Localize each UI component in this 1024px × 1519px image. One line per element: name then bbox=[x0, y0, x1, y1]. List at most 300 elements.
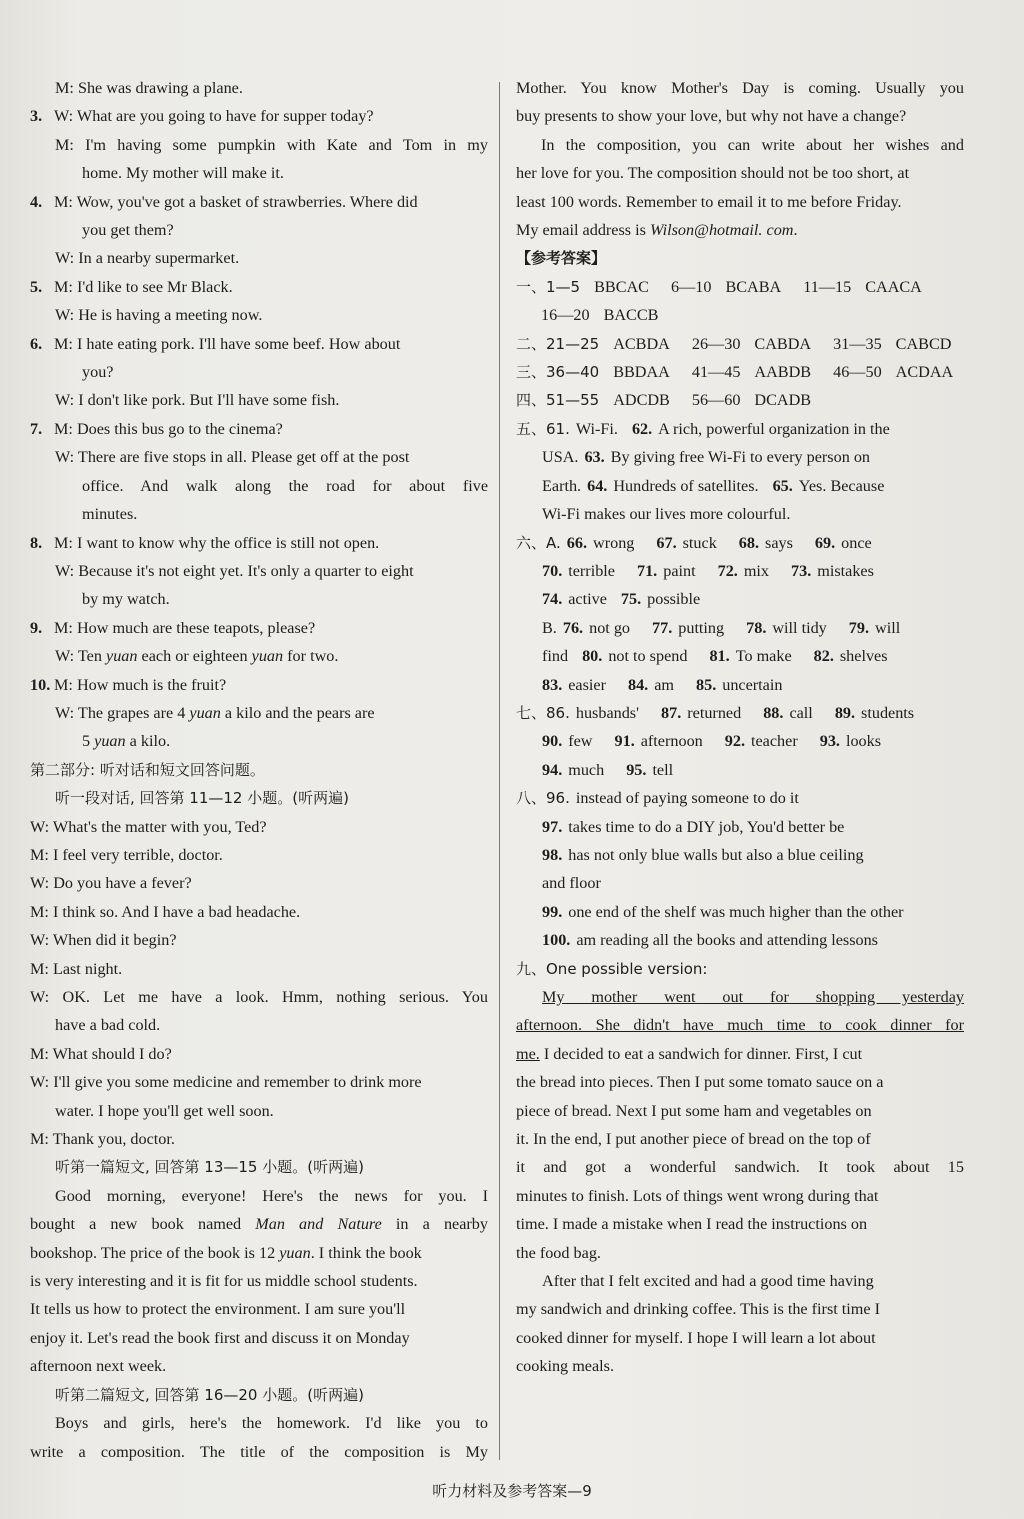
line-text: least 100 words. Remember to email it to me before Friday. bbox=[516, 192, 902, 211]
essay-line bbox=[516, 1097, 964, 1125]
line-text: W: I don't like pork. But I'll have some fish. bbox=[55, 391, 340, 410]
answer-row bbox=[516, 898, 964, 926]
line-text: home. My mother will make it. bbox=[82, 164, 284, 183]
text-line bbox=[30, 1267, 488, 1295]
text-line bbox=[516, 188, 964, 216]
line-text: her love for you. The composition should not be too short, at bbox=[516, 164, 910, 183]
line-text: M: Wow, you've got a basket of strawberries. Where did bbox=[54, 192, 418, 211]
answer-number: 70. bbox=[542, 561, 563, 580]
answer-range: 31—35 bbox=[833, 334, 882, 353]
answer-key-heading bbox=[516, 244, 964, 272]
text-line bbox=[30, 869, 488, 897]
item-number: 6. bbox=[30, 334, 43, 353]
answer-number: 84. bbox=[627, 675, 649, 694]
answer-value: few bbox=[568, 732, 593, 751]
answer-row bbox=[516, 869, 964, 897]
line-text: each or eighteen bbox=[137, 647, 252, 666]
answer-value: terrible bbox=[568, 561, 615, 580]
line-text: W: In a nearby supermarket. bbox=[55, 249, 240, 268]
answer-value: mix bbox=[743, 561, 770, 580]
right-column bbox=[516, 74, 964, 1381]
line-text: buy presents to show your love, but why not have a change? bbox=[516, 107, 907, 126]
answer-value: stuck bbox=[682, 533, 717, 552]
section-instruction bbox=[30, 1381, 488, 1409]
answer-number: 62. bbox=[631, 419, 653, 438]
answer-value: BBDAA bbox=[613, 363, 670, 382]
essay-line bbox=[516, 1011, 964, 1039]
answer-row bbox=[516, 955, 964, 983]
answer-number: 76. bbox=[562, 618, 584, 637]
answer-value: once bbox=[841, 533, 872, 552]
answer-value: not to spend bbox=[608, 647, 688, 666]
answer-value: teacher bbox=[751, 732, 798, 751]
line-text: W: The grapes are 4 bbox=[55, 703, 190, 722]
answer-value: Wi-Fi. bbox=[575, 419, 618, 438]
section-instruction bbox=[30, 1153, 488, 1181]
text-line bbox=[30, 727, 488, 755]
answer-row bbox=[516, 813, 964, 841]
answer-number: 75. bbox=[620, 590, 642, 609]
answer-row bbox=[516, 699, 964, 727]
email-address: Wilson@hotmail. com bbox=[649, 221, 794, 240]
answer-number: 65. bbox=[772, 476, 793, 495]
answer-value: am bbox=[654, 675, 674, 694]
section-heading bbox=[30, 756, 488, 784]
answer-number: 79. bbox=[848, 618, 870, 637]
text-line bbox=[30, 1324, 488, 1352]
text-line bbox=[30, 1352, 488, 1380]
text-line bbox=[30, 1438, 488, 1466]
line-text: minutes to finish. Lots of things went wrong during that bbox=[516, 1186, 879, 1205]
answer-value: am reading all the books and attending lessons bbox=[576, 931, 878, 950]
line-text: I decided to eat a sandwich for dinner. First, I cut bbox=[539, 1044, 863, 1063]
line-text: my sandwich and drinking coffee. This is the first time I bbox=[516, 1300, 880, 1319]
text-line bbox=[516, 102, 964, 130]
answer-value: Wi-Fi makes our lives more colourful. bbox=[542, 505, 791, 524]
answer-number: 82. bbox=[813, 647, 834, 666]
answer-value: will bbox=[875, 618, 901, 637]
essay-line bbox=[516, 1153, 964, 1181]
line-text: M: How much is the fruit? bbox=[54, 675, 227, 694]
answer-row bbox=[516, 841, 964, 869]
line-text: you get them? bbox=[82, 221, 174, 240]
essay-line bbox=[516, 1068, 964, 1096]
line-text: it. In the end, I put another piece of bread on the top of bbox=[516, 1130, 871, 1149]
answer-value: Hundreds of satellites. bbox=[613, 476, 759, 495]
answer-value: BACCB bbox=[603, 306, 659, 325]
line-text: write a composition. The title of the composition is My bbox=[30, 1442, 488, 1461]
answer-number: 66. bbox=[566, 533, 588, 552]
answer-value: BBCAC bbox=[594, 277, 649, 296]
answer-row bbox=[516, 642, 964, 670]
line-text: It tells us how to protect the environment. I am sure you'll bbox=[30, 1300, 406, 1319]
line-text: for two. bbox=[283, 647, 339, 666]
answer-range: 41—45 bbox=[691, 363, 741, 382]
line-text: M: Does this bus go to the cinema? bbox=[54, 419, 283, 438]
text-line bbox=[516, 131, 964, 159]
text-line bbox=[30, 1239, 488, 1267]
answer-number: 94. bbox=[542, 760, 563, 779]
answer-row bbox=[516, 756, 964, 784]
answer-value: A rich, powerful organization in the bbox=[658, 419, 890, 438]
line-text: W: OK. Let me have a look. Hmm, nothing serious. You bbox=[30, 988, 488, 1006]
line-text: M: I feel very terrible, doctor. bbox=[30, 845, 223, 864]
answer-value: takes time to do a DIY job, You'd better be bbox=[568, 817, 845, 836]
text-line bbox=[30, 614, 488, 642]
line-text: 听一段对话, 回答第 11—12 小题。(听两遍) bbox=[55, 789, 349, 808]
line-text: water. I hope you'll get well soon. bbox=[55, 1101, 274, 1120]
answer-number: 90. bbox=[542, 732, 563, 751]
answer-value: USA. bbox=[542, 448, 579, 467]
text-line bbox=[516, 159, 964, 187]
text-line bbox=[30, 358, 488, 386]
text-line bbox=[30, 244, 488, 272]
text-line bbox=[30, 1295, 488, 1323]
answer-value: easier bbox=[568, 675, 606, 694]
essay-line bbox=[516, 1182, 964, 1210]
answer-value: and floor bbox=[542, 874, 601, 893]
item-number: 3. bbox=[30, 107, 43, 126]
text-line bbox=[30, 955, 488, 983]
answer-value: active bbox=[568, 590, 607, 609]
answer-range: 16—20 bbox=[541, 306, 590, 325]
line-text: M: Last night. bbox=[30, 959, 123, 978]
line-text: W: There are five stops in all. Please get off at the post bbox=[55, 448, 410, 467]
text-line bbox=[30, 1125, 488, 1153]
line-text: W: What's the matter with you, Ted? bbox=[30, 817, 267, 836]
item-number: 9. bbox=[30, 618, 43, 637]
line-text: office. And walk along the road for about five bbox=[82, 476, 488, 495]
essay-line bbox=[516, 1040, 964, 1068]
answer-number: 77. bbox=[652, 618, 673, 637]
answer-number: 92. bbox=[724, 732, 745, 751]
answer-number: 99. bbox=[542, 902, 563, 921]
line-text: the food bag. bbox=[516, 1243, 601, 1262]
line-text: 听第二篇短文, 回答第 16—20 小题。(听两遍) bbox=[55, 1385, 364, 1404]
page-footer: 听力材料及参考答案—9 bbox=[432, 1482, 592, 1500]
line-text: W: I'll give you some medicine and remember to drink more bbox=[30, 1073, 422, 1092]
answer-value: instead of paying someone to do it bbox=[575, 789, 799, 808]
line-text: bookshop. The price of the book is 12 bbox=[30, 1243, 280, 1262]
answer-number: 74. bbox=[542, 590, 563, 609]
text-line bbox=[30, 188, 488, 216]
answer-row bbox=[516, 415, 964, 443]
line-text: 5 bbox=[82, 732, 95, 751]
line-text: M: I hate eating pork. I'll have some beef. How about bbox=[54, 334, 401, 353]
line-text: M: I think so. And I have a bad headache. bbox=[30, 902, 301, 921]
italic-text: yuan bbox=[279, 1243, 311, 1262]
line-text: afternoon next week. bbox=[30, 1357, 167, 1376]
text-line bbox=[30, 983, 488, 1011]
answer-number: 87. bbox=[661, 703, 682, 722]
answer-number: 69. bbox=[814, 533, 836, 552]
column-divider bbox=[499, 82, 500, 1460]
italic-text: yuan bbox=[94, 732, 126, 751]
answer-number: 95. bbox=[626, 760, 647, 779]
line-text: My email address is bbox=[516, 221, 650, 240]
answer-row bbox=[516, 784, 964, 812]
line-text: M: I'm having some pumpkin with Kate and Tom in my bbox=[55, 135, 488, 154]
essay-line bbox=[516, 983, 964, 1011]
item-number: 7. bbox=[30, 419, 43, 438]
answer-range: 一、1—5 bbox=[516, 277, 581, 296]
text-line bbox=[30, 671, 488, 699]
answer-range: 八、96. bbox=[516, 789, 570, 808]
text-line bbox=[30, 1097, 488, 1125]
answer-number: 72. bbox=[717, 561, 738, 580]
section-instruction bbox=[30, 784, 488, 812]
text-line bbox=[30, 1040, 488, 1068]
answer-value: much bbox=[568, 760, 605, 779]
line-text: M: Thank you, doctor. bbox=[30, 1130, 175, 1149]
answer-value: husbands' bbox=[575, 703, 640, 722]
answer-range: 五、61. bbox=[516, 419, 570, 438]
line-text: After that I felt excited and had a good time having bbox=[542, 1272, 874, 1291]
text-line bbox=[516, 74, 964, 102]
answer-value: By giving free Wi-Fi to every person on bbox=[610, 448, 871, 467]
line-text: a kilo. bbox=[125, 732, 171, 751]
text-line bbox=[30, 443, 488, 471]
line-text: you? bbox=[82, 363, 114, 382]
answer-number: 67. bbox=[656, 533, 677, 552]
text-line bbox=[30, 898, 488, 926]
answer-range: 三、36—40 bbox=[516, 363, 600, 382]
line-text: Good morning, everyone! Here's the news for you. I bbox=[55, 1186, 488, 1205]
essay-line bbox=[516, 1125, 964, 1153]
answer-value: possible bbox=[647, 590, 701, 609]
line-text: 【参考答案】 bbox=[516, 249, 607, 268]
answer-row bbox=[516, 472, 964, 500]
essay-line bbox=[516, 1324, 964, 1352]
answer-value: has not only blue walls but also a blue ceiling bbox=[568, 845, 864, 864]
underlined-text: My mother went out for shopping yesterday bbox=[542, 988, 964, 1006]
answer-value: To make bbox=[735, 647, 792, 666]
answer-number: 100. bbox=[542, 931, 571, 950]
answer-value: CAACA bbox=[865, 277, 922, 296]
line-text: W: When did it begin? bbox=[30, 931, 177, 950]
line-text: W: Because it's not eight yet. It's only a quarter to eight bbox=[55, 561, 414, 580]
text-line bbox=[30, 841, 488, 869]
line-text: W: What are you going to have for supper today? bbox=[54, 107, 374, 126]
line-text: have a bad cold. bbox=[55, 1016, 161, 1035]
line-text: M: I want to know why the office is still not open. bbox=[54, 533, 380, 552]
item-number: 4. bbox=[30, 192, 43, 211]
answer-value: CABDA bbox=[754, 334, 812, 353]
line-text: Boys and girls, here's the homework. I'd like you to bbox=[55, 1414, 488, 1433]
answer-row bbox=[516, 529, 964, 557]
answer-range: 11—15 bbox=[803, 277, 852, 296]
answer-value: Yes. Because bbox=[798, 476, 885, 495]
answer-number: 88. bbox=[763, 703, 784, 722]
line-text: piece of bread. Next I put some ham and vegetables on bbox=[516, 1101, 872, 1120]
underlined-text: afternoon. She didn't have much time to cook dinner for bbox=[516, 1016, 964, 1035]
answer-number: 73. bbox=[791, 561, 812, 580]
italic-text: yuan bbox=[251, 647, 284, 666]
essay-line bbox=[516, 1267, 964, 1295]
answer-value: ADCDB bbox=[613, 391, 670, 410]
answer-value: mistakes bbox=[817, 561, 874, 580]
line-text: W: He is having a meeting now. bbox=[55, 306, 263, 325]
answer-value: not go bbox=[589, 618, 631, 637]
answer-value: shelves bbox=[839, 647, 888, 666]
answer-value: one end of the shelf was much higher than the other bbox=[568, 902, 904, 921]
item-number: 5. bbox=[30, 277, 43, 296]
text-line bbox=[30, 216, 488, 244]
text-line bbox=[30, 1011, 488, 1039]
answer-row bbox=[516, 273, 964, 301]
answer-value: CABCD bbox=[895, 334, 952, 353]
answer-number: 78. bbox=[746, 618, 767, 637]
answer-value: ACBDA bbox=[613, 334, 670, 353]
answer-number: 91. bbox=[614, 732, 635, 751]
text-line bbox=[30, 585, 488, 613]
answer-number: 71. bbox=[636, 561, 658, 580]
italic-text: yuan bbox=[189, 703, 221, 722]
text-line bbox=[30, 1068, 488, 1096]
answer-number: 83. bbox=[542, 675, 563, 694]
essay-line bbox=[516, 1352, 964, 1380]
text-line bbox=[30, 1182, 488, 1210]
answer-value: DCADB bbox=[754, 391, 812, 410]
answer-value: BCABA bbox=[725, 277, 782, 296]
text-line bbox=[30, 472, 488, 500]
line-text: the bread into pieces. Then I put some tomato sauce on a bbox=[516, 1073, 884, 1092]
line-text: minutes. bbox=[82, 505, 138, 524]
answer-section: B. bbox=[542, 618, 557, 637]
text-line bbox=[30, 386, 488, 414]
answer-value: find bbox=[542, 647, 569, 666]
answer-range: 56—60 bbox=[691, 391, 741, 410]
line-text: M: What should I do? bbox=[30, 1044, 172, 1063]
line-text: bought a new book named bbox=[30, 1215, 256, 1234]
text-line bbox=[30, 102, 488, 130]
answer-range: 二、21—25 bbox=[516, 334, 600, 353]
line-text: W: Do you have a fever? bbox=[30, 874, 192, 893]
line-text: . bbox=[793, 221, 798, 240]
text-line bbox=[30, 301, 488, 329]
item-number: 10. bbox=[30, 675, 51, 694]
answer-row bbox=[516, 926, 964, 954]
text-line bbox=[30, 500, 488, 528]
answer-value: returned bbox=[687, 703, 742, 722]
answer-row bbox=[516, 614, 964, 642]
text-line bbox=[30, 1210, 488, 1238]
answer-number: 80. bbox=[582, 647, 603, 666]
answer-range: 七、86. bbox=[516, 703, 570, 722]
answer-range: 26—30 bbox=[691, 334, 741, 353]
answer-range: 6—10 bbox=[670, 277, 712, 296]
answer-range: 四、51—55 bbox=[516, 391, 600, 410]
answer-value: putting bbox=[678, 618, 725, 637]
answer-number: 64. bbox=[587, 476, 608, 495]
answer-value: call bbox=[789, 703, 813, 722]
text-line bbox=[30, 642, 488, 670]
text-line bbox=[30, 131, 488, 159]
text-line bbox=[30, 557, 488, 585]
answer-value: ACDAA bbox=[895, 363, 954, 382]
answer-row bbox=[516, 671, 964, 699]
answer-row bbox=[516, 500, 964, 528]
essay-line bbox=[516, 1210, 964, 1238]
text-line bbox=[30, 159, 488, 187]
line-text: In the composition, you can write about her wishes and bbox=[541, 135, 964, 154]
line-text: it and got a wonderful sandwich. It took about 15 bbox=[516, 1158, 964, 1177]
line-text: M: She was drawing a plane. bbox=[55, 79, 243, 97]
answer-value: AABDB bbox=[754, 363, 812, 382]
line-text: M: I'd like to see Mr Black. bbox=[54, 277, 233, 296]
line-text: cooked dinner for myself. I hope I will learn a lot about bbox=[516, 1328, 876, 1347]
answer-row bbox=[516, 358, 964, 386]
line-text: 听第一篇短文, 回答第 13—15 小题。(听两遍) bbox=[55, 1158, 364, 1177]
answer-range: 九、One possible version: bbox=[516, 959, 708, 978]
answer-number: 93. bbox=[819, 732, 840, 751]
answer-value: paint bbox=[663, 561, 696, 580]
text-line bbox=[30, 926, 488, 954]
answer-value: looks bbox=[845, 732, 882, 751]
answer-row bbox=[516, 330, 964, 358]
line-text: a kilo and the pears are bbox=[220, 703, 375, 722]
line-text: M: How much are these teapots, please? bbox=[54, 618, 316, 637]
line-text: . I think the book bbox=[310, 1243, 422, 1262]
answer-number: 97. bbox=[542, 817, 563, 836]
line-text: enjoy it. Let's read the book first and discuss it on Monday bbox=[30, 1328, 410, 1347]
line-text: 第二部分: 听对话和短文回答问题。 bbox=[30, 760, 265, 779]
line-text: time. I made a mistake when I read the instructions on bbox=[516, 1215, 868, 1234]
answer-number: 85. bbox=[696, 675, 717, 694]
answer-number: 98. bbox=[542, 845, 563, 864]
essay-line bbox=[516, 1295, 964, 1323]
answer-value: Earth. bbox=[542, 476, 582, 495]
essay-line bbox=[516, 1239, 964, 1267]
text-line bbox=[516, 216, 964, 244]
answer-number: 63. bbox=[584, 448, 605, 467]
answer-row bbox=[516, 727, 964, 755]
answer-value: afternoon bbox=[640, 732, 703, 751]
text-line bbox=[30, 415, 488, 443]
text-line bbox=[30, 529, 488, 557]
answer-row bbox=[516, 386, 964, 414]
italic-text: Man and Nature bbox=[255, 1215, 382, 1234]
answer-row bbox=[516, 557, 964, 585]
answer-row bbox=[516, 301, 964, 329]
answer-row bbox=[516, 585, 964, 613]
text-line bbox=[30, 813, 488, 841]
line-text: by my watch. bbox=[82, 590, 170, 609]
line-text: is very interesting and it is fit for us middle school students. bbox=[30, 1272, 418, 1291]
left-column bbox=[30, 74, 488, 1466]
answer-number: 68. bbox=[738, 533, 760, 552]
answer-number: 81. bbox=[709, 647, 730, 666]
answer-row bbox=[516, 443, 964, 471]
text-line bbox=[30, 699, 488, 727]
answer-section: 六、A. bbox=[516, 533, 561, 552]
text-line bbox=[30, 273, 488, 301]
answer-value: uncertain bbox=[722, 675, 783, 694]
answer-range: 46—50 bbox=[833, 363, 882, 382]
italic-text: yuan bbox=[106, 647, 138, 666]
answer-value: says bbox=[765, 533, 793, 552]
item-number: 8. bbox=[30, 533, 43, 552]
underlined-text: me. bbox=[516, 1044, 540, 1063]
answer-value: tell bbox=[652, 760, 674, 779]
answer-value: wrong bbox=[593, 533, 635, 552]
line-text: Mother. You know Mother's Day is coming. Usually you bbox=[516, 79, 964, 97]
answer-number: 89. bbox=[834, 703, 856, 722]
text-line bbox=[30, 74, 488, 102]
answer-value: students bbox=[861, 703, 915, 722]
line-text: cooking meals. bbox=[516, 1357, 615, 1376]
text-line bbox=[30, 330, 488, 358]
